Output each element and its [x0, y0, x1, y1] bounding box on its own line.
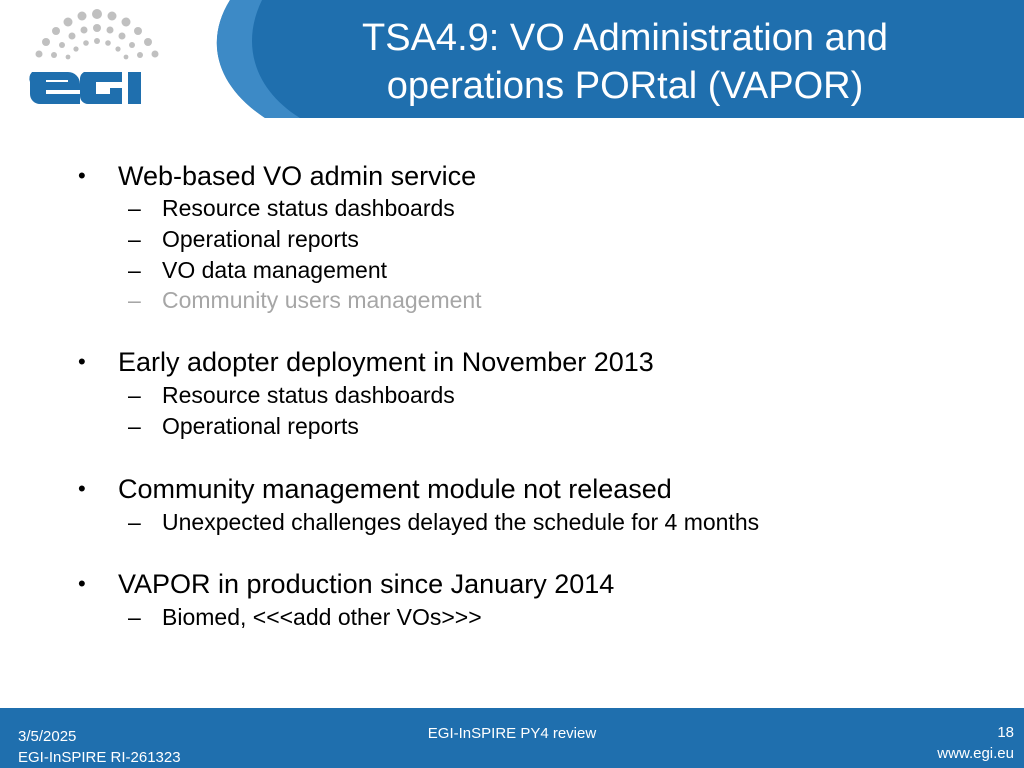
- sub-item: [0, 255, 1000, 286]
- sub-marker: –: [128, 195, 141, 221]
- title-line-1: TSA4.9: VO Administration and: [362, 17, 888, 59]
- footer-bar: [0, 708, 1024, 768]
- header-bar: [0, 0, 1024, 118]
- sub-item-text: Resource status dashboards: [162, 382, 455, 408]
- bullet-marker: •: [78, 349, 86, 374]
- sub-marker: –: [128, 509, 141, 535]
- sub-item-text: Biomed, <<<add other VOs>>>: [162, 604, 482, 630]
- sub-marker: –: [128, 382, 141, 408]
- page-title: [305, 14, 945, 110]
- sub-item-text: Operational reports: [162, 226, 359, 252]
- sub-marker: –: [128, 257, 141, 283]
- slide-number: 18: [997, 724, 1014, 741]
- title-line-2: operations PORtal (VAPOR): [386, 65, 864, 107]
- sub-item: [0, 224, 1000, 255]
- sub-marker: –: [128, 226, 141, 252]
- sub-item: [0, 411, 1000, 442]
- sub-item: [0, 380, 1000, 411]
- sub-item: [0, 507, 1000, 538]
- bullet-marker: •: [78, 163, 86, 188]
- egi-logo-icon: [22, 4, 172, 112]
- sub-item: [0, 193, 1000, 224]
- sub-item-text: Community users management: [162, 287, 482, 313]
- bullet-marker: •: [78, 571, 86, 596]
- sub-item-text: VO data management: [162, 257, 388, 283]
- sub-marker: –: [128, 413, 141, 439]
- sub-item: [0, 602, 1000, 633]
- footer-date: 3/5/2025: [18, 728, 77, 745]
- footer-url: www.egi.eu: [937, 745, 1014, 762]
- footer-title: EGI-InSPIRE PY4 review: [427, 725, 597, 742]
- sub-marker: –: [128, 604, 141, 630]
- sub-item-text: Operational reports: [162, 413, 359, 439]
- bullet-marker: •: [78, 476, 86, 501]
- bullet-text: Community management module not released: [118, 474, 672, 504]
- sub-item-dimmed: [0, 285, 1000, 316]
- sub-item-text: Resource status dashboards: [162, 195, 455, 221]
- bullet-text: Early adopter deployment in November 2013: [118, 347, 654, 377]
- sub-marker: –: [128, 287, 141, 313]
- footer-project-id: EGI-InSPIRE RI-261323: [18, 749, 181, 766]
- sub-item-text: Unexpected challenges delayed the schedule for 4 months: [162, 509, 760, 535]
- bullet-text: VAPOR in production since January 2014: [118, 569, 615, 599]
- bullet-text: Web-based VO admin service: [118, 161, 477, 191]
